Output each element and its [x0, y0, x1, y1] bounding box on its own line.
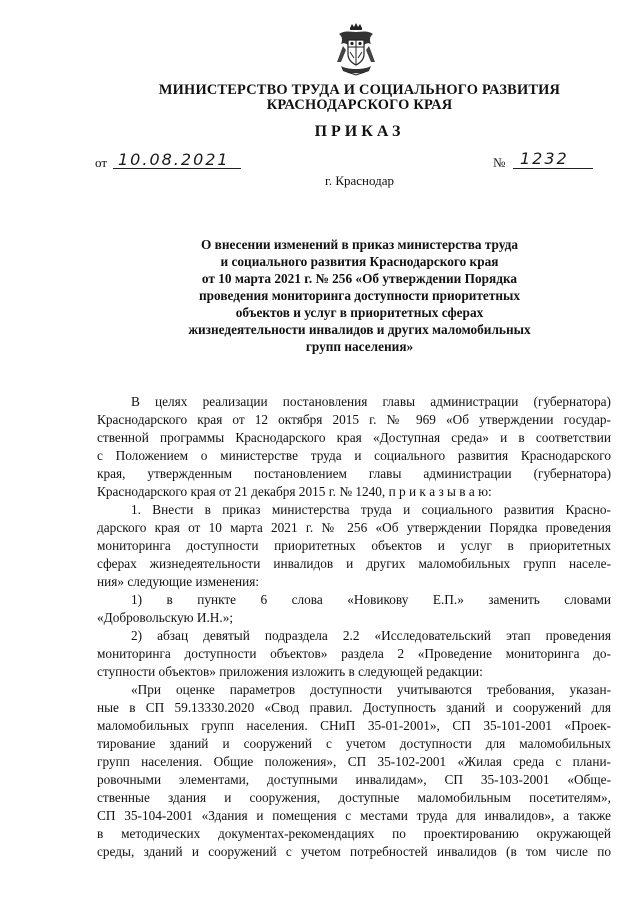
body-line: края, утвержденным постановлением главы администрации (губернатора)	[97, 466, 611, 481]
date-value: 10.08.2021	[118, 150, 230, 169]
title-line: проведения мониторинга доступности приоритетных	[198, 288, 521, 303]
body-line: сферах жизнедеятельности инвалидов и других маломобильных групп населе-	[97, 556, 611, 571]
body-line: ственные здания и сооружения, доступные маломобильным посетителям»,	[97, 790, 611, 805]
body-line: «При оценке параметров доступности учитываются требования, указан-	[131, 682, 611, 697]
body-line: с Положением о министерстве труда и социального развития Краснодарского	[97, 448, 611, 463]
title-line: от 10 марта 2021 г. № 256 «Об утверждении Порядка	[201, 271, 518, 286]
title-line: объектов и услуг в приоритетных сферах	[235, 305, 484, 320]
ministry-name-line-2: КРАСНОДАРСКОГО КРАЯ	[266, 97, 453, 113]
body-line: ровочными элементами, доступными инвалидам», СП 35-103-2001 «Обще-	[97, 772, 611, 787]
title-line: жизнедеятельности инвалидов и других маломобильных	[188, 322, 531, 337]
document-type-heading: ПРИКАЗ	[314, 123, 405, 140]
body-line: «Добровольскую И.Н.»;	[97, 610, 234, 625]
body-line: групп населения. Общие положения», СП 35-102-2001 «Жилая среда с плани-	[97, 754, 611, 769]
body-line: маломобильных групп населения. СНиП 35-01-2001», СП 35-101-2001 «Проек-	[97, 718, 611, 733]
body-line: Краснодарского края от 12 октября 2015 г. № 969 «Об утверждении государ-	[97, 412, 611, 427]
number-underline	[513, 168, 593, 169]
body-line: дарского края от 10 марта 2021 г. № 256 «Об утверждении Порядка проведения	[97, 520, 611, 535]
body-line: в методических документах-рекомендациях по проектированию окружающей	[97, 826, 611, 841]
body-line: ния» следующие изменения:	[97, 574, 260, 589]
body-line: ные в СП 59.13330.2020 «Свод правил. Доступность зданий и сооружений для	[97, 700, 611, 715]
body-line: тирование зданий и сооружений с учетом доступности для маломобильных	[97, 736, 611, 751]
body-line: Краснодарского края от 21 декабря 2015 г. № 1240, п р и к а з ы в а ю:	[97, 484, 492, 499]
body-line: 2) абзац девятый подраздела 2.2 «Исследовательский этап проведения	[131, 628, 611, 643]
body-line: мониторинга доступности объектов» раздела 2 «Проведение мониторинга до-	[97, 646, 611, 661]
body-line: 1) в пункте 6 слова «Новикову Е.П.» заменить словами	[131, 592, 611, 607]
title-line: групп населения»	[305, 339, 414, 354]
date-label: от	[95, 155, 108, 170]
body-line: 1. Внести в приказ министерства труда и социального развития Красно-	[131, 502, 611, 517]
body-line: мониторинга доступности приоритетных объектов и услуг в приоритетных	[97, 538, 611, 553]
krasnodar-coat-of-arms-icon	[333, 22, 379, 76]
number-label: №	[493, 155, 506, 170]
title-line: и социального развития Краснодарского края	[220, 254, 499, 269]
body-line: ственной программы Краснодарского края «Доступная среда» и в соответствии	[97, 430, 611, 445]
body-line: ступности объектов» приложения изложить в следующей редакции:	[97, 664, 483, 679]
body-line: В целях реализации постановления главы администрации (губернатора)	[131, 394, 611, 409]
city-name: г. Краснодар	[324, 173, 395, 188]
title-line: О внесении изменений в приказ министерства труда	[201, 237, 518, 252]
number-value: 1232	[520, 149, 569, 168]
ministry-name-line-1: МИНИСТЕРСТВО ТРУДА И СОЦИАЛЬНОГО РАЗВИТИЯ	[158, 82, 561, 98]
body-line: среды, зданий и сооружений с учетом потребностей инвалидов (в том числе по	[97, 844, 611, 859]
body-line: СП 35-104-2001 «Здания и помещения с местами труда для инвалидов», а также	[97, 808, 611, 823]
